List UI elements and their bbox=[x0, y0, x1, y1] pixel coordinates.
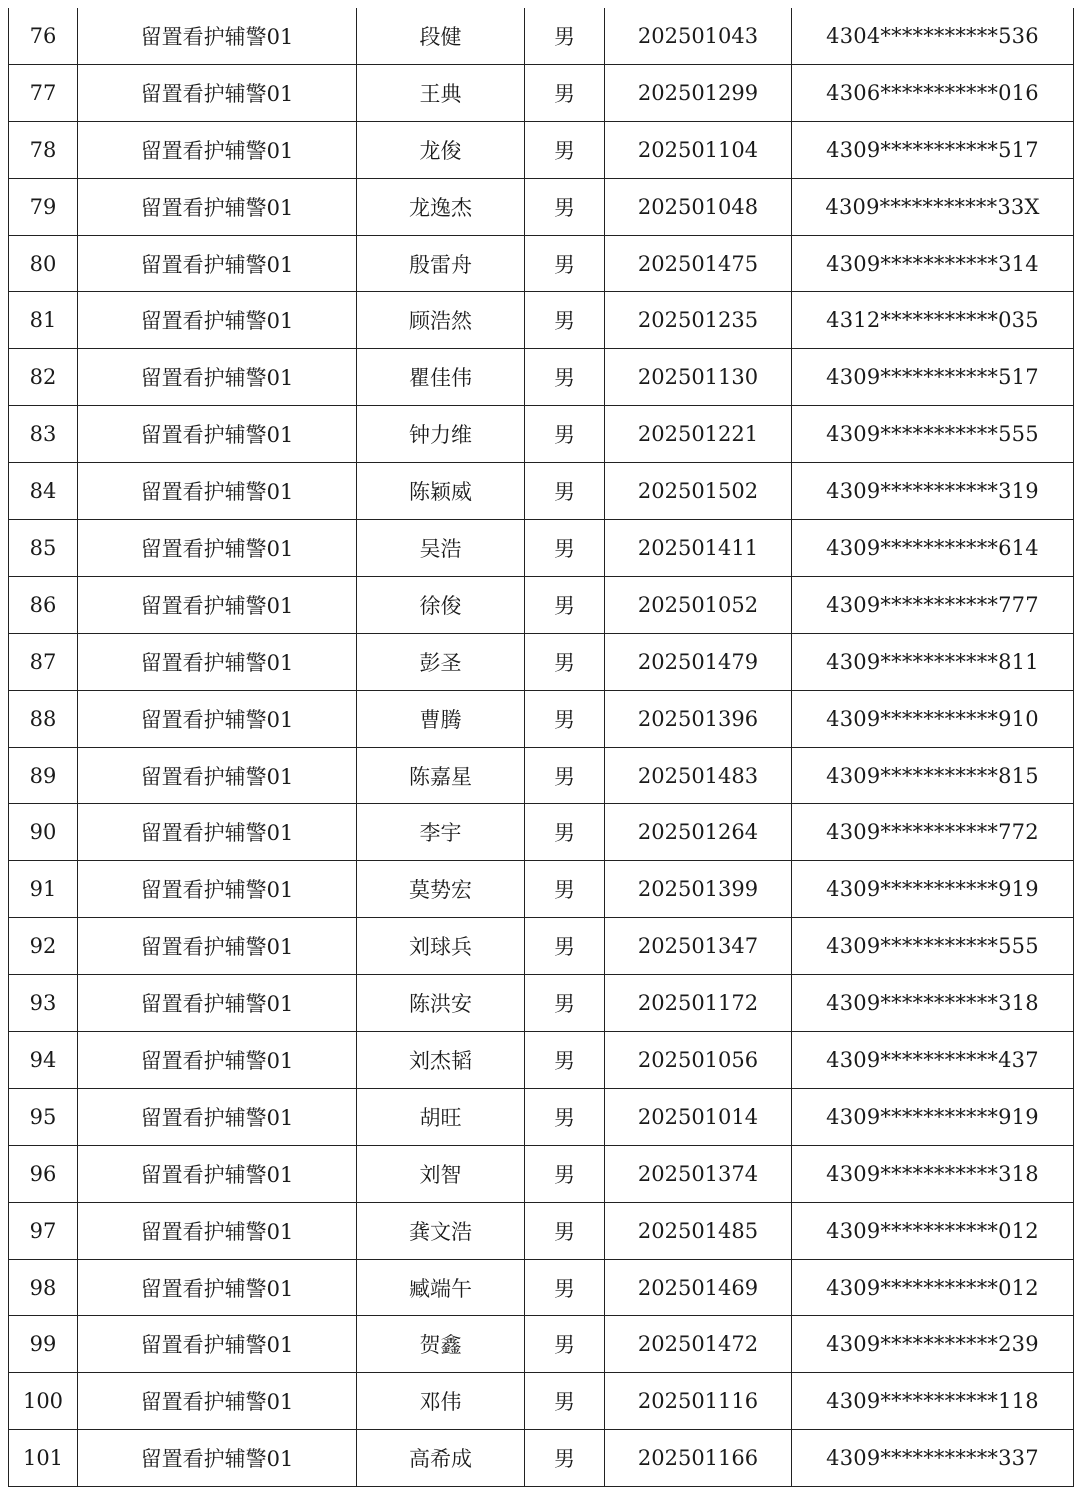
id-number-cell: 4309***********517 bbox=[792, 121, 1074, 178]
gender-cell: 男 bbox=[525, 576, 605, 633]
candidate-name-cell: 顾浩然 bbox=[357, 292, 525, 349]
position-cell: 留置看护辅警01 bbox=[78, 1430, 357, 1487]
position-cell: 留置看护辅警01 bbox=[78, 804, 357, 861]
row-number-cell: 87 bbox=[9, 633, 78, 690]
roster-sheet bbox=[8, 8, 1073, 1487]
row-number-cell: 94 bbox=[9, 1032, 78, 1089]
position-cell: 留置看护辅警01 bbox=[78, 1259, 357, 1316]
table-row bbox=[9, 1259, 1074, 1316]
gender-cell: 男 bbox=[525, 349, 605, 406]
candidate-name-cell: 吴浩 bbox=[357, 520, 525, 577]
table-row bbox=[9, 292, 1074, 349]
position-cell: 留置看护辅警01 bbox=[78, 121, 357, 178]
candidate-name-cell: 陈嘉星 bbox=[357, 747, 525, 804]
candidate-name-cell: 邓伟 bbox=[357, 1373, 525, 1430]
row-number-cell: 100 bbox=[9, 1373, 78, 1430]
candidate-name-cell: 臧端午 bbox=[357, 1259, 525, 1316]
id-number-cell: 4312***********035 bbox=[792, 292, 1074, 349]
exam-number-cell: 202501235 bbox=[605, 292, 792, 349]
exam-number-cell: 202501166 bbox=[605, 1430, 792, 1487]
row-number-cell: 83 bbox=[9, 406, 78, 463]
row-number-cell: 98 bbox=[9, 1259, 78, 1316]
id-number-cell: 4309***********772 bbox=[792, 804, 1074, 861]
table-row bbox=[9, 8, 1074, 64]
id-number-cell: 4309***********910 bbox=[792, 690, 1074, 747]
row-number-cell: 81 bbox=[9, 292, 78, 349]
position-cell: 留置看护辅警01 bbox=[78, 463, 357, 520]
exam-number-cell: 202501052 bbox=[605, 576, 792, 633]
candidate-name-cell: 瞿佳伟 bbox=[357, 349, 525, 406]
exam-number-cell: 202501479 bbox=[605, 633, 792, 690]
position-cell: 留置看护辅警01 bbox=[78, 349, 357, 406]
id-number-cell: 4309***********239 bbox=[792, 1316, 1074, 1373]
gender-cell: 男 bbox=[525, 64, 605, 121]
exam-number-cell: 202501483 bbox=[605, 747, 792, 804]
row-number-cell: 77 bbox=[9, 64, 78, 121]
position-cell: 留置看护辅警01 bbox=[78, 1373, 357, 1430]
exam-number-cell: 202501502 bbox=[605, 463, 792, 520]
table-row bbox=[9, 64, 1074, 121]
table-row bbox=[9, 1373, 1074, 1430]
row-number-cell: 91 bbox=[9, 861, 78, 918]
exam-number-cell: 202501469 bbox=[605, 1259, 792, 1316]
table-row bbox=[9, 520, 1074, 577]
gender-cell: 男 bbox=[525, 463, 605, 520]
exam-number-cell: 202501116 bbox=[605, 1373, 792, 1430]
row-number-cell: 90 bbox=[9, 804, 78, 861]
gender-cell: 男 bbox=[525, 406, 605, 463]
gender-cell: 男 bbox=[525, 633, 605, 690]
candidate-name-cell: 王典 bbox=[357, 64, 525, 121]
exam-number-cell: 202501043 bbox=[605, 8, 792, 64]
gender-cell: 男 bbox=[525, 8, 605, 64]
row-number-cell: 76 bbox=[9, 8, 78, 64]
id-number-cell: 4309***********319 bbox=[792, 463, 1074, 520]
position-cell: 留置看护辅警01 bbox=[78, 690, 357, 747]
candidate-name-cell: 徐俊 bbox=[357, 576, 525, 633]
candidate-name-cell: 龙俊 bbox=[357, 121, 525, 178]
gender-cell: 男 bbox=[525, 1032, 605, 1089]
id-number-cell: 4309***********33X bbox=[792, 178, 1074, 235]
row-number-cell: 88 bbox=[9, 690, 78, 747]
id-number-cell: 4309***********012 bbox=[792, 1202, 1074, 1259]
position-cell: 留置看护辅警01 bbox=[78, 235, 357, 292]
exam-number-cell: 202501411 bbox=[605, 520, 792, 577]
candidate-name-cell: 段健 bbox=[357, 8, 525, 64]
position-cell: 留置看护辅警01 bbox=[78, 975, 357, 1032]
row-number-cell: 84 bbox=[9, 463, 78, 520]
id-number-cell: 4309***********012 bbox=[792, 1259, 1074, 1316]
candidate-name-cell: 龚文浩 bbox=[357, 1202, 525, 1259]
id-number-cell: 4309***********815 bbox=[792, 747, 1074, 804]
exam-number-cell: 202501048 bbox=[605, 178, 792, 235]
gender-cell: 男 bbox=[525, 121, 605, 178]
id-number-cell: 4309***********437 bbox=[792, 1032, 1074, 1089]
position-cell: 留置看护辅警01 bbox=[78, 1202, 357, 1259]
gender-cell: 男 bbox=[525, 1145, 605, 1202]
table-row bbox=[9, 918, 1074, 975]
row-number-cell: 79 bbox=[9, 178, 78, 235]
id-number-cell: 4309***********314 bbox=[792, 235, 1074, 292]
exam-number-cell: 202501130 bbox=[605, 349, 792, 406]
exam-number-cell: 202501396 bbox=[605, 690, 792, 747]
candidate-name-cell: 彭圣 bbox=[357, 633, 525, 690]
row-number-cell: 96 bbox=[9, 1145, 78, 1202]
exam-number-cell: 202501264 bbox=[605, 804, 792, 861]
id-number-cell: 4309***********555 bbox=[792, 918, 1074, 975]
table-row bbox=[9, 1032, 1074, 1089]
position-cell: 留置看护辅警01 bbox=[78, 292, 357, 349]
position-cell: 留置看护辅警01 bbox=[78, 64, 357, 121]
candidate-name-cell: 贺鑫 bbox=[357, 1316, 525, 1373]
table-row bbox=[9, 235, 1074, 292]
candidate-name-cell: 胡旺 bbox=[357, 1088, 525, 1145]
gender-cell: 男 bbox=[525, 918, 605, 975]
position-cell: 留置看护辅警01 bbox=[78, 1145, 357, 1202]
gender-cell: 男 bbox=[525, 292, 605, 349]
candidate-name-cell: 钟力维 bbox=[357, 406, 525, 463]
gender-cell: 男 bbox=[525, 1202, 605, 1259]
row-number-cell: 89 bbox=[9, 747, 78, 804]
table-row bbox=[9, 121, 1074, 178]
table-row bbox=[9, 633, 1074, 690]
table-row bbox=[9, 690, 1074, 747]
gender-cell: 男 bbox=[525, 1316, 605, 1373]
row-number-cell: 80 bbox=[9, 235, 78, 292]
position-cell: 留置看护辅警01 bbox=[78, 1088, 357, 1145]
exam-number-cell: 202501014 bbox=[605, 1088, 792, 1145]
position-cell: 留置看护辅警01 bbox=[78, 633, 357, 690]
row-number-cell: 82 bbox=[9, 349, 78, 406]
id-number-cell: 4309***********555 bbox=[792, 406, 1074, 463]
candidate-name-cell: 曹腾 bbox=[357, 690, 525, 747]
position-cell: 留置看护辅警01 bbox=[78, 406, 357, 463]
table-row bbox=[9, 1088, 1074, 1145]
row-number-cell: 85 bbox=[9, 520, 78, 577]
row-number-cell: 97 bbox=[9, 1202, 78, 1259]
gender-cell: 男 bbox=[525, 747, 605, 804]
candidate-name-cell: 莫势宏 bbox=[357, 861, 525, 918]
row-number-cell: 101 bbox=[9, 1430, 78, 1487]
table-row bbox=[9, 1202, 1074, 1259]
row-number-cell: 93 bbox=[9, 975, 78, 1032]
row-number-cell: 78 bbox=[9, 121, 78, 178]
row-number-cell: 99 bbox=[9, 1316, 78, 1373]
id-number-cell: 4309***********811 bbox=[792, 633, 1074, 690]
id-number-cell: 4309***********318 bbox=[792, 1145, 1074, 1202]
exam-number-cell: 202501104 bbox=[605, 121, 792, 178]
exam-number-cell: 202501347 bbox=[605, 918, 792, 975]
position-cell: 留置看护辅警01 bbox=[78, 1032, 357, 1089]
candidate-name-cell: 龙逸杰 bbox=[357, 178, 525, 235]
candidate-name-cell: 李宇 bbox=[357, 804, 525, 861]
table-row bbox=[9, 406, 1074, 463]
gender-cell: 男 bbox=[525, 1088, 605, 1145]
gender-cell: 男 bbox=[525, 235, 605, 292]
position-cell: 留置看护辅警01 bbox=[78, 8, 357, 64]
exam-number-cell: 202501299 bbox=[605, 64, 792, 121]
candidate-name-cell: 刘球兵 bbox=[357, 918, 525, 975]
gender-cell: 男 bbox=[525, 804, 605, 861]
exam-number-cell: 202501472 bbox=[605, 1316, 792, 1373]
row-number-cell: 86 bbox=[9, 576, 78, 633]
row-number-cell: 95 bbox=[9, 1088, 78, 1145]
table-row bbox=[9, 1316, 1074, 1373]
gender-cell: 男 bbox=[525, 1430, 605, 1487]
candidate-name-cell: 高希成 bbox=[357, 1430, 525, 1487]
table-row bbox=[9, 975, 1074, 1032]
table-row bbox=[9, 178, 1074, 235]
table-row bbox=[9, 349, 1074, 406]
id-number-cell: 4304***********536 bbox=[792, 8, 1074, 64]
position-cell: 留置看护辅警01 bbox=[78, 178, 357, 235]
id-number-cell: 4306***********016 bbox=[792, 64, 1074, 121]
table-row bbox=[9, 1145, 1074, 1202]
position-cell: 留置看护辅警01 bbox=[78, 576, 357, 633]
candidate-name-cell: 殷雷舟 bbox=[357, 235, 525, 292]
candidate-name-cell: 陈颖威 bbox=[357, 463, 525, 520]
row-number-cell: 92 bbox=[9, 918, 78, 975]
gender-cell: 男 bbox=[525, 975, 605, 1032]
table-row bbox=[9, 861, 1074, 918]
position-cell: 留置看护辅警01 bbox=[78, 520, 357, 577]
id-number-cell: 4309***********919 bbox=[792, 861, 1074, 918]
gender-cell: 男 bbox=[525, 520, 605, 577]
id-number-cell: 4309***********318 bbox=[792, 975, 1074, 1032]
gender-cell: 男 bbox=[525, 861, 605, 918]
position-cell: 留置看护辅警01 bbox=[78, 747, 357, 804]
id-number-cell: 4309***********777 bbox=[792, 576, 1074, 633]
exam-number-cell: 202501374 bbox=[605, 1145, 792, 1202]
position-cell: 留置看护辅警01 bbox=[78, 918, 357, 975]
exam-number-cell: 202501221 bbox=[605, 406, 792, 463]
exam-number-cell: 202501475 bbox=[605, 235, 792, 292]
position-cell: 留置看护辅警01 bbox=[78, 1316, 357, 1373]
id-number-cell: 4309***********337 bbox=[792, 1430, 1074, 1487]
exam-number-cell: 202501172 bbox=[605, 975, 792, 1032]
exam-number-cell: 202501399 bbox=[605, 861, 792, 918]
id-number-cell: 4309***********919 bbox=[792, 1088, 1074, 1145]
exam-number-cell: 202501056 bbox=[605, 1032, 792, 1089]
gender-cell: 男 bbox=[525, 1259, 605, 1316]
gender-cell: 男 bbox=[525, 178, 605, 235]
table-row bbox=[9, 1430, 1074, 1487]
position-cell: 留置看护辅警01 bbox=[78, 861, 357, 918]
table-row bbox=[9, 576, 1074, 633]
exam-number-cell: 202501485 bbox=[605, 1202, 792, 1259]
candidate-table-body bbox=[9, 8, 1074, 1487]
candidate-table bbox=[8, 8, 1074, 1487]
id-number-cell: 4309***********517 bbox=[792, 349, 1074, 406]
table-row bbox=[9, 804, 1074, 861]
candidate-name-cell: 陈洪安 bbox=[357, 975, 525, 1032]
gender-cell: 男 bbox=[525, 1373, 605, 1430]
id-number-cell: 4309***********118 bbox=[792, 1373, 1074, 1430]
gender-cell: 男 bbox=[525, 690, 605, 747]
table-row bbox=[9, 463, 1074, 520]
candidate-name-cell: 刘智 bbox=[357, 1145, 525, 1202]
table-row bbox=[9, 747, 1074, 804]
id-number-cell: 4309***********614 bbox=[792, 520, 1074, 577]
candidate-name-cell: 刘杰韬 bbox=[357, 1032, 525, 1089]
